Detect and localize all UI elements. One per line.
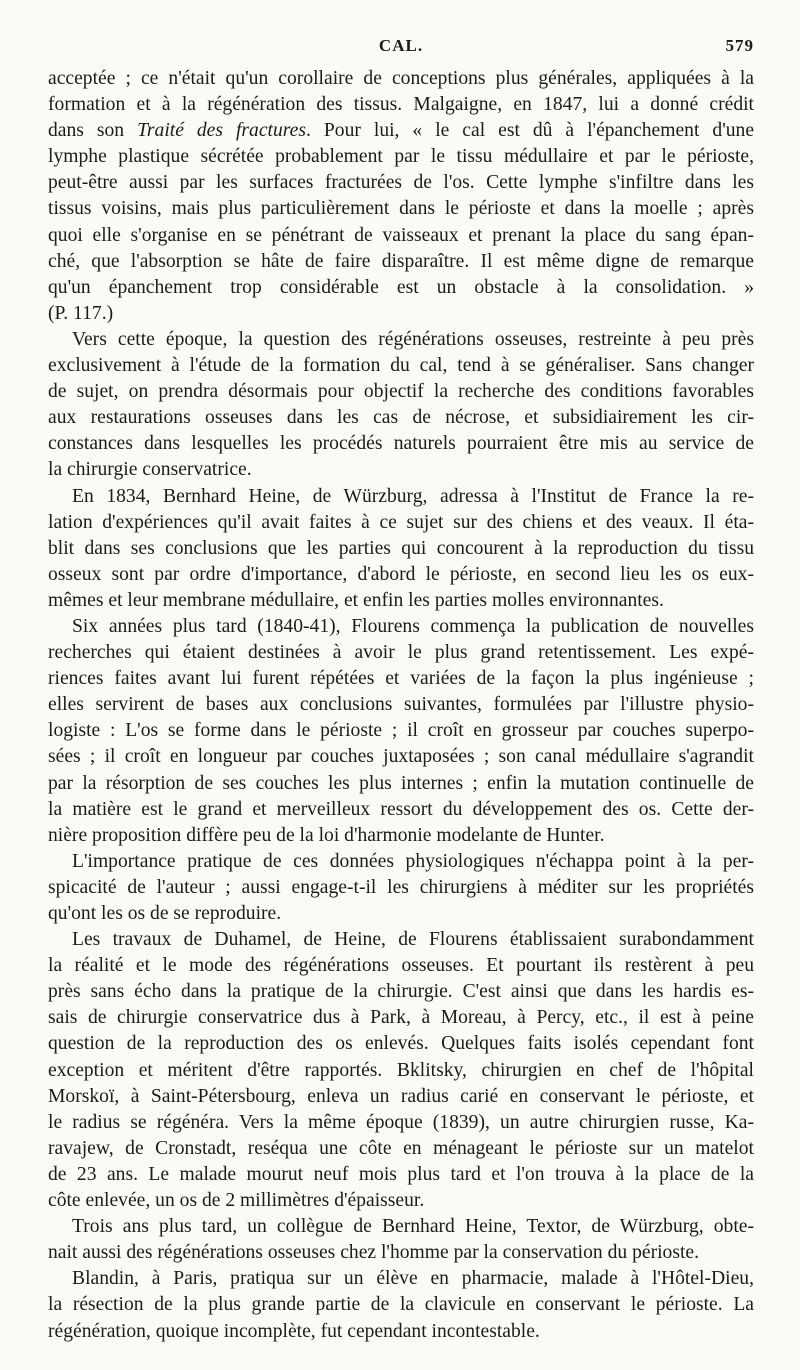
text-line: la chirurgie conservatrice.: [48, 459, 252, 481]
text-line: de sujet, on prendra désormais pour objectif la recherche des conditions favorables: [48, 381, 754, 403]
text-line: blit dans ses conclusions que les parties qui concourent à la reproduction du tissu: [48, 537, 754, 559]
text-line: de 23 ans. Le malade mourut neuf mois plus tard et l'on trouva à la place de la: [48, 1163, 754, 1185]
text-line: logiste : L'os se forme dans le périoste ; il croît en grosseur par couches superpo-: [48, 720, 754, 742]
text-line: formation et à la régénération des tissus. Malgaigne, en 1847, lui a donné crédit: [48, 94, 754, 116]
text-line: Trois ans plus tard, un collègue de Bernhard Heine, Textor, de Würzburg, obte-: [72, 1216, 754, 1238]
text-line: lation d'expériences qu'il avait faites à ce sujet sur des chiens et des veaux. Il éta-: [48, 511, 754, 533]
text-line: sées ; il croît en longueur par couches juxtaposées ; son canal médullaire s'agrandit: [48, 746, 754, 768]
text-line: la réalité et le mode des régénérations osseuses. Et pourtant ils restèrent à peu: [48, 955, 754, 977]
text-line: constances dans lesquelles les procédés naturels pourraient être mis au service de: [48, 433, 754, 455]
text-line: qu'ont les os de se reproduire.: [48, 903, 282, 924]
text-line: côte enlevée, un os de 2 millimètres d'épaisseur.: [48, 1190, 425, 1212]
text-line: exclusivement à l'étude de la formation du cal, tend à se généraliser. Sans changer: [48, 355, 754, 377]
text-line: elles servirent de bases aux conclusions suivantes, formulées par l'illustre physio-: [48, 694, 754, 716]
body-text: [48, 66, 754, 1345]
text-line: sais de chirurgie conservatrice dus à Park, à Moreau, à Percy, etc., il est à peine: [48, 1007, 754, 1029]
paragraph: [48, 1266, 754, 1344]
text-line: aux restaurations osseuses dans les cas de nécrose, et subsidiairement les cir-: [48, 407, 754, 429]
page-number: 579: [725, 36, 754, 55]
text-line: près sans écho dans la pratique de la chirurgie. C'est ainsi que dans les hardis es-: [48, 981, 754, 1003]
text-line: tissus voisins, mais plus particulièrement dans le périoste et dans la moelle ; après: [48, 198, 754, 220]
text-line: nait aussi des régénérations osseuses chez l'homme par la conservation du périoste.: [48, 1242, 700, 1264]
text-line: question de la reproduction des os enlevés. Quelques faits isolés cependant font: [48, 1033, 754, 1055]
text-line: Morskoï, à Saint-Pétersbourg, enleva un radius carié en conservant le périoste, et: [48, 1085, 754, 1107]
text-line: (P. 117.): [48, 302, 114, 324]
text-line: L'importance pratique de ces données physiologiques n'échappa point à la per-: [72, 850, 754, 872]
text-line: peut-être aussi par les surfaces fracturées de l'os. Cette lymphe s'infiltre dans les: [48, 172, 754, 194]
text-line: quoi elle s'organise en se pénétrant de vaisseaux et prenant la place du sang épan-: [48, 224, 754, 246]
paragraph: [48, 484, 754, 614]
text-line: Les travaux de Duhamel, de Heine, de Flourens établissaient surabondamment: [72, 929, 754, 951]
text-line: En 1834, Bernhard Heine, de Würzburg, adressa à l'Institut de France la re-: [72, 485, 754, 507]
text-line: Six années plus tard (1840-41), Flourens commença la publication de nouvelles: [72, 615, 754, 637]
text-line: mêmes et leur membrane médullaire, et enfin les parties molles environnantes.: [48, 589, 664, 611]
text-line: la matière est le grand et merveilleux ressort du développement des os. Cette der-: [48, 798, 754, 820]
paragraph: [48, 614, 754, 849]
text-line: riences faites avant lui furent répétées et variées de la façon la plus ingénieuse ;: [48, 668, 754, 690]
text-line: nière proposition diffère peu de la loi d'harmonie modelante de Hunter.: [48, 824, 605, 846]
text-line: recherches qui étaient destinées à avoir le plus grand retentissement. Les expé-: [48, 642, 754, 664]
text-line: lymphe plastique sécrétée probablement par le tissu médullaire et par le périoste,: [48, 146, 754, 168]
running-title: CAL.: [378, 36, 424, 55]
text-line: acceptée ; ce n'était qu'un corollaire de conceptions plus générales, appliquées à la: [48, 68, 754, 89]
text-line: spicacité de l'auteur ; aussi engage-t-il les chirurgiens à méditer sur les propriétés: [48, 876, 754, 898]
text-line: ravajew, de Cronstadt, reséqua une côte en ménageant le périoste sur un matelot: [48, 1137, 754, 1159]
text-line: Vers cette époque, la question des régénérations osseuses, restreinte à peu près: [72, 328, 754, 350]
paragraph: [48, 849, 754, 927]
text-line: qu'un épanchement trop considérable est un obstacle à la consolidation. »: [48, 276, 754, 298]
text-line: ché, que l'absorption se hâte de faire disparaître. Il est même digne de remarque: [48, 250, 754, 272]
paragraph: [48, 66, 754, 327]
running-head: [48, 36, 754, 62]
paragraph: [48, 927, 754, 1214]
paragraph: [48, 327, 754, 484]
text-line: la résection de la plus grande partie de la clavicule en conservant le périoste. La: [48, 1294, 754, 1316]
text-line: par la résorption de ses couches les plus internes ; enfin la mutation continuelle de: [48, 772, 754, 794]
text-line: Blandin, à Paris, pratiqua sur un élève en pharmacie, malade à l'Hôtel-Dieu,: [72, 1268, 754, 1290]
text-line: régénération, quoique incomplète, fut cependant incontestable.: [48, 1320, 540, 1342]
text-line: le radius se régénéra. Vers la même époque (1839), un autre chirurgien russe, Ka-: [48, 1111, 754, 1133]
text-line: dans son Traité des fractures. Pour lui, « le cal est dû à l'épanchement d'une: [48, 120, 754, 142]
text-line: osseux sont par ordre d'importance, d'abord le périoste, en second lieu les os eux-: [48, 563, 754, 585]
paragraph: [48, 1214, 754, 1266]
text-line: exception et méritent d'être rapportés. Bklitsky, chirurgien en chef de l'hôpital: [48, 1059, 754, 1081]
